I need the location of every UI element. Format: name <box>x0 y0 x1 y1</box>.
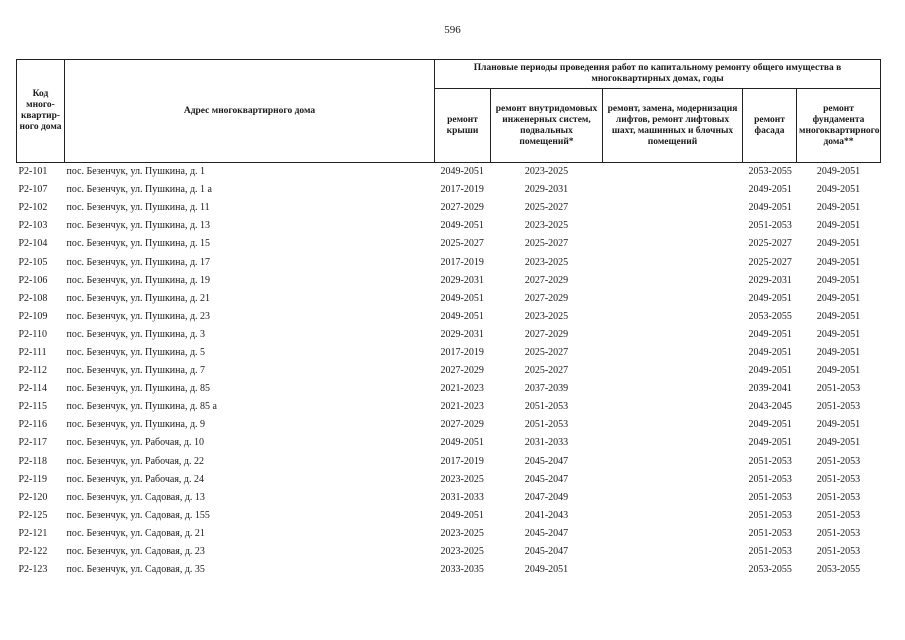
table-row <box>17 398 881 416</box>
cell-roof: 2021-2023 <box>440 383 484 395</box>
cell-code: P2-112 <box>18 365 48 377</box>
cell-code: P2-116 <box>18 419 48 431</box>
cell-engineering: 2029-2031 <box>524 184 569 196</box>
cell-facade: 2051-2053 <box>748 491 792 503</box>
cell-elevators <box>603 235 743 253</box>
cell-roof: 2027-2029 <box>440 365 484 377</box>
cell-code: P2-107 <box>18 184 48 196</box>
cell-roof: 2027-2029 <box>440 202 484 214</box>
header-foundation: ремонт фундамента многоквартирного дома** <box>797 89 881 163</box>
cell-engineering: 2037-2039 <box>524 383 569 395</box>
cell-code: P2-114 <box>18 383 48 395</box>
cell-address: пос. Безенчук, ул. Пушкина, д. 13 <box>66 220 211 232</box>
table-row <box>17 272 881 290</box>
cell-elevators <box>603 471 743 489</box>
cell-engineering: 2027-2029 <box>524 292 569 304</box>
cell-code: P2-103 <box>18 220 48 232</box>
cell-facade: 2043-2045 <box>748 401 792 413</box>
header-planned-periods: Плановые периоды проведения работ по капитальному ремонту общего имущества в многоквартирных домах, годы <box>435 60 881 89</box>
cell-code: P2-125 <box>18 509 48 521</box>
cell-address: пос. Безенчук, ул. Пушкина, д. 23 <box>66 310 211 322</box>
table-row <box>17 543 881 561</box>
table-row <box>17 362 881 380</box>
cell-address: пос. Безенчук, ул. Рабочая, д. 22 <box>66 455 205 467</box>
cell-foundation: 2049-2051 <box>816 184 861 196</box>
cell-foundation: 2051-2053 <box>816 473 861 485</box>
cell-code: P2-117 <box>18 437 48 449</box>
cell-address: пос. Безенчук, ул. Пушкина, д. 5 <box>66 346 206 358</box>
cell-facade: 2051-2053 <box>748 220 792 232</box>
cell-code: P2-115 <box>18 401 48 413</box>
cell-engineering: 2045-2047 <box>524 455 569 467</box>
cell-foundation: 2051-2053 <box>816 491 861 503</box>
cell-engineering: 2047-2049 <box>524 491 569 503</box>
cell-foundation: 2053-2055 <box>816 564 861 576</box>
cell-foundation: 2049-2051 <box>816 365 861 377</box>
cell-address: пос. Безенчук, ул. Пушкина, д. 7 <box>66 365 206 377</box>
cell-code: P2-109 <box>18 310 48 322</box>
cell-foundation: 2049-2051 <box>816 346 861 358</box>
header-code: Код много-квартир-ного дома <box>17 60 65 163</box>
cell-code: P2-102 <box>18 202 48 214</box>
cell-facade: 2025-2027 <box>748 256 792 268</box>
cell-foundation: 2049-2051 <box>816 292 861 304</box>
cell-foundation: 2049-2051 <box>816 328 861 340</box>
cell-roof: 2023-2025 <box>440 527 484 539</box>
table-header <box>17 60 881 163</box>
cell-address: пос. Безенчук, ул. Садовая, д. 21 <box>66 527 205 539</box>
cell-code: P2-111 <box>18 346 47 358</box>
cell-elevators <box>603 272 743 290</box>
cell-engineering: 2027-2029 <box>524 274 569 286</box>
cell-roof: 2049-2051 <box>440 220 484 232</box>
cell-facade: 2053-2055 <box>748 166 792 178</box>
cell-foundation: 2049-2051 <box>816 202 861 214</box>
cell-engineering: 2031-2033 <box>524 437 569 449</box>
header-elevators: ремонт, замена, модернизация лифтов, ремонт лифтовых шахт, машинных и блочных помещений <box>603 89 743 163</box>
cell-elevators <box>603 380 743 398</box>
table-row <box>17 181 881 199</box>
cell-foundation: 2049-2051 <box>816 238 861 250</box>
cell-elevators <box>603 398 743 416</box>
cell-address: пос. Безенчук, ул. Пушкина, д. 85 <box>66 383 211 395</box>
cell-facade: 2051-2053 <box>748 509 792 521</box>
cell-roof: 2023-2025 <box>440 546 484 558</box>
cell-engineering: 2051-2053 <box>524 401 569 413</box>
table-row <box>17 235 881 253</box>
cell-roof: 2049-2051 <box>440 509 484 521</box>
cell-engineering: 2023-2025 <box>524 220 569 232</box>
table-row <box>17 253 881 271</box>
cell-code: P2-121 <box>18 527 48 539</box>
table-row <box>17 308 881 326</box>
cell-facade: 2049-2051 <box>748 292 792 304</box>
cell-address: пос. Безенчук, ул. Садовая, д. 23 <box>66 546 205 558</box>
cell-foundation: 2049-2051 <box>816 419 861 431</box>
cell-roof: 2049-2051 <box>440 166 484 178</box>
cell-facade: 2049-2051 <box>748 419 792 431</box>
cell-engineering: 2051-2053 <box>524 419 569 431</box>
cell-address: пос. Безенчук, ул. Пушкина, д. 3 <box>66 328 206 340</box>
cell-foundation: 2051-2053 <box>816 401 861 413</box>
cell-facade: 2053-2055 <box>748 564 792 576</box>
cell-elevators <box>603 290 743 308</box>
cell-facade: 2049-2051 <box>748 437 792 449</box>
cell-facade: 2053-2055 <box>748 310 792 322</box>
cell-facade: 2029-2031 <box>748 274 792 286</box>
cell-elevators <box>603 308 743 326</box>
cell-address: пос. Безенчук, ул. Пушкина, д. 85 а <box>66 401 217 413</box>
table-row <box>17 163 881 182</box>
cell-roof: 2029-2031 <box>440 274 484 286</box>
cell-roof: 2023-2025 <box>440 473 484 485</box>
table-row <box>17 507 881 525</box>
cell-roof: 2025-2027 <box>440 238 484 250</box>
cell-elevators <box>603 525 743 543</box>
cell-engineering: 2027-2029 <box>524 328 569 340</box>
cell-code: P2-101 <box>18 166 48 178</box>
cell-facade: 2051-2053 <box>748 473 792 485</box>
cell-roof: 2029-2031 <box>440 328 484 340</box>
cell-address: пос. Безенчук, ул. Пушкина, д. 15 <box>66 238 211 250</box>
cell-elevators <box>603 453 743 471</box>
cell-engineering: 2025-2027 <box>524 202 569 214</box>
cell-address: пос. Безенчук, ул. Пушкина, д. 1 <box>66 166 206 178</box>
cell-roof: 2049-2051 <box>440 310 484 322</box>
table-row <box>17 561 881 579</box>
table-row <box>17 326 881 344</box>
cell-elevators <box>603 253 743 271</box>
cell-facade: 2049-2051 <box>748 184 792 196</box>
cell-address: пос. Безенчук, ул. Садовая, д. 13 <box>66 491 205 503</box>
cell-code: P2-110 <box>18 328 48 340</box>
page-number: 596 <box>444 24 461 36</box>
cell-engineering: 2025-2027 <box>524 365 569 377</box>
cell-code: P2-104 <box>18 238 48 250</box>
cell-address: пос. Безенчук, ул. Рабочая, д. 10 <box>66 437 205 449</box>
cell-address: пос. Безенчук, ул. Рабочая, д. 24 <box>66 473 205 485</box>
cell-engineering: 2041-2043 <box>524 509 569 521</box>
cell-elevators <box>603 326 743 344</box>
cell-code: P2-120 <box>18 491 48 503</box>
header-roof: ремонт крыши <box>435 89 491 163</box>
cell-code: P2-119 <box>18 473 48 485</box>
header-engineering: ремонт внутридомовых инженерных систем, подвальных помещений* <box>491 89 603 163</box>
cell-engineering: 2045-2047 <box>524 527 569 539</box>
table-row <box>17 199 881 217</box>
cell-foundation: 2049-2051 <box>816 220 861 232</box>
cell-foundation: 2049-2051 <box>816 437 861 449</box>
cell-facade: 2039-2041 <box>748 383 792 395</box>
cell-engineering: 2025-2027 <box>524 238 569 250</box>
cell-engineering: 2023-2025 <box>524 310 569 322</box>
cell-elevators <box>603 416 743 434</box>
cell-code: P2-105 <box>18 256 48 268</box>
table-body <box>17 163 881 580</box>
cell-foundation: 2049-2051 <box>816 274 861 286</box>
cell-roof: 2027-2029 <box>440 419 484 431</box>
cell-code: P2-106 <box>18 274 48 286</box>
capital-repair-table <box>16 59 881 579</box>
cell-foundation: 2051-2053 <box>816 455 861 467</box>
cell-facade: 2049-2051 <box>748 202 792 214</box>
cell-foundation: 2051-2053 <box>816 509 861 521</box>
cell-roof: 2017-2019 <box>440 346 484 358</box>
cell-address: пос. Безенчук, ул. Пушкина, д. 1 а <box>66 184 212 196</box>
cell-foundation: 2051-2053 <box>816 527 861 539</box>
table-row <box>17 217 881 235</box>
cell-elevators <box>603 362 743 380</box>
cell-elevators <box>603 217 743 235</box>
cell-roof: 2021-2023 <box>440 401 484 413</box>
cell-foundation: 2051-2053 <box>816 546 861 558</box>
cell-elevators <box>603 199 743 217</box>
cell-roof: 2017-2019 <box>440 184 484 196</box>
cell-roof: 2031-2033 <box>440 491 484 503</box>
cell-engineering: 2025-2027 <box>524 346 569 358</box>
cell-code: P2-108 <box>18 292 48 304</box>
cell-address: пос. Безенчук, ул. Пушкина, д. 19 <box>66 274 211 286</box>
table-row <box>17 344 881 362</box>
cell-address: пос. Безенчук, ул. Пушкина, д. 9 <box>66 419 206 431</box>
cell-engineering: 2045-2047 <box>524 473 569 485</box>
cell-engineering: 2023-2025 <box>524 256 569 268</box>
cell-address: пос. Безенчук, ул. Садовая, д. 35 <box>66 564 205 576</box>
cell-foundation: 2051-2053 <box>816 383 861 395</box>
cell-facade: 2051-2053 <box>748 455 792 467</box>
cell-elevators <box>603 507 743 525</box>
cell-roof: 2017-2019 <box>440 455 484 467</box>
table-row <box>17 471 881 489</box>
cell-facade: 2051-2053 <box>748 546 792 558</box>
cell-facade: 2049-2051 <box>748 365 792 377</box>
table-row <box>17 290 881 308</box>
table-row <box>17 489 881 507</box>
cell-engineering: 2045-2047 <box>524 546 569 558</box>
cell-elevators <box>603 561 743 579</box>
cell-foundation: 2049-2051 <box>816 166 861 178</box>
cell-foundation: 2049-2051 <box>816 310 861 322</box>
cell-code: P2-118 <box>18 455 48 467</box>
cell-address: пос. Безенчук, ул. Пушкина, д. 17 <box>66 256 211 268</box>
cell-facade: 2049-2051 <box>748 346 792 358</box>
cell-facade: 2025-2027 <box>748 238 792 250</box>
cell-roof: 2049-2051 <box>440 292 484 304</box>
table-row <box>17 453 881 471</box>
header-facade: ремонт фасада <box>743 89 797 163</box>
cell-roof: 2049-2051 <box>440 437 484 449</box>
cell-address: пос. Безенчук, ул. Пушкина, д. 21 <box>66 292 211 304</box>
table-row <box>17 525 881 543</box>
cell-elevators <box>603 434 743 452</box>
table-row <box>17 380 881 398</box>
table-row <box>17 434 881 452</box>
cell-facade: 2049-2051 <box>748 328 792 340</box>
header-address: Адрес многоквартирного дома <box>65 60 435 163</box>
table-row <box>17 416 881 434</box>
cell-elevators <box>603 543 743 561</box>
cell-elevators <box>603 181 743 199</box>
cell-engineering: 2049-2051 <box>524 564 569 576</box>
cell-address: пос. Безенчук, ул. Пушкина, д. 11 <box>66 202 210 214</box>
cell-engineering: 2023-2025 <box>524 166 569 178</box>
cell-elevators <box>603 489 743 507</box>
cell-roof: 2033-2035 <box>440 564 484 576</box>
cell-roof: 2017-2019 <box>440 256 484 268</box>
cell-elevators <box>603 163 743 182</box>
cell-foundation: 2049-2051 <box>816 256 861 268</box>
cell-code: P2-123 <box>18 564 48 576</box>
cell-facade: 2051-2053 <box>748 527 792 539</box>
cell-address: пос. Безенчук, ул. Садовая, д. 155 <box>66 509 210 521</box>
cell-elevators <box>603 344 743 362</box>
cell-code: P2-122 <box>18 546 48 558</box>
